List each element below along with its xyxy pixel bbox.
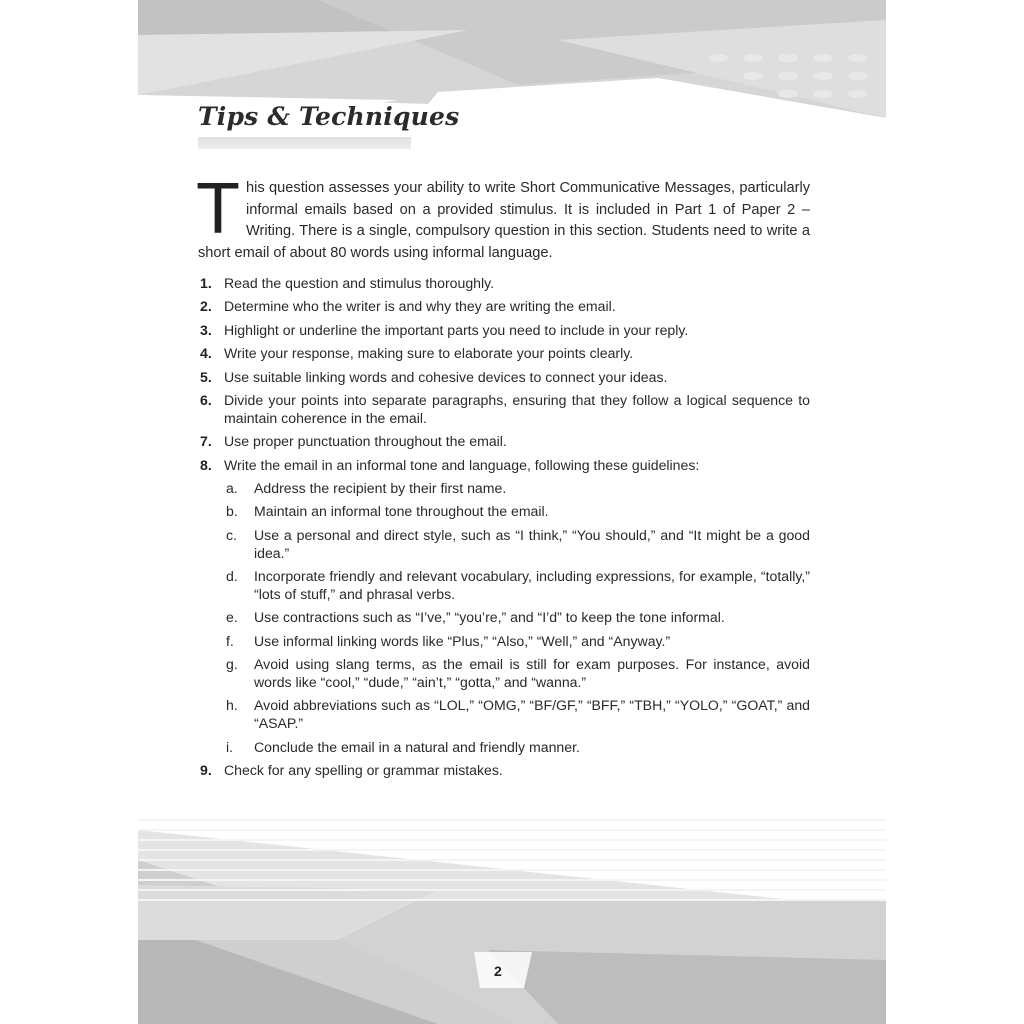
- item-number: 5.: [200, 368, 212, 385]
- list-item: [200, 368, 810, 386]
- sub-item-letter: c.: [226, 526, 237, 543]
- sub-item-letter: h.: [226, 697, 238, 714]
- intro-text: his question assesses your ability to write Short Communicative Messages, particularly informal emails based on a provided stimulus. It is included in Part 1 of Paper 2 – Writing. There is a single, compulsory question in this section. Students need to write a short email of about 80 words using informal language.: [198, 180, 810, 261]
- list-item: [200, 432, 810, 450]
- list-item: [200, 274, 810, 292]
- item-text: Write the email in an informal tone and language, following these guidelines:: [224, 456, 700, 473]
- sub-item-letter: i.: [226, 738, 234, 755]
- tips-list: [200, 274, 810, 785]
- drop-cap: T: [196, 169, 240, 249]
- sub-item-letter: g.: [226, 656, 238, 673]
- page-number: 2: [494, 963, 502, 979]
- sub-item-letter: e.: [226, 609, 238, 626]
- sub-list-item: [224, 608, 810, 626]
- document-page: [138, 0, 886, 1024]
- sub-item-letter: b.: [226, 503, 238, 520]
- list-item: [200, 344, 810, 362]
- item-text: Write your response, making sure to elaborate your points clearly.: [224, 345, 634, 362]
- item-text: Divide your points into separate paragraphs, ensuring that they follow a logical sequence to maintain coherence in the email.: [224, 391, 810, 426]
- item-text: Use suitable linking words and cohesive devices to connect your ideas.: [224, 368, 668, 385]
- item-number: 3.: [200, 321, 212, 338]
- list-item: [200, 761, 810, 779]
- item-number: 6.: [200, 391, 212, 408]
- sub-list-item: [224, 502, 810, 520]
- item-text: Determine who the writer is and why they are writing the email.: [224, 298, 616, 315]
- item-number: 4.: [200, 345, 212, 362]
- intro-paragraph: [196, 169, 810, 264]
- page-title: Tips & Techniques: [198, 102, 460, 131]
- item-number: 7.: [200, 433, 212, 450]
- item-number: 1.: [200, 275, 212, 291]
- sub-item-letter: f.: [226, 632, 234, 649]
- item-text: Read the question and stimulus thoroughly.: [224, 275, 495, 291]
- sub-item-text: Use contractions such as “I’ve,” “you’re,” and “I’d” to keep the tone informal.: [254, 609, 725, 626]
- item-text: Highlight or underline the important parts you need to include in your reply.: [224, 321, 689, 338]
- item-number: 9.: [200, 762, 212, 779]
- sub-item-text: Maintain an informal tone throughout the email.: [254, 503, 549, 520]
- item-body: [224, 456, 810, 756]
- sub-list-item: [224, 632, 810, 650]
- list-item: [200, 297, 810, 315]
- sub-item-letter: a.: [226, 479, 238, 496]
- sub-item-text: Address the recipient by their first name.: [254, 479, 507, 496]
- item-number: 2.: [200, 298, 212, 315]
- title-underline: [198, 137, 411, 149]
- sub-item-text: Avoid using slang terms, as the email is still for exam purposes. For instance, avoid words like “cool,” “dude,” “ain’t,” “gotta,” and “wanna.”: [254, 656, 810, 691]
- sub-list-item: [224, 567, 810, 603]
- sub-list-item: [224, 479, 810, 497]
- sub-item-text: Avoid abbreviations such as “LOL,” “OMG,” “BF/GF,” “BFF,” “TBH,” “YOLO,” “GOAT,” and “ASAP.”: [254, 697, 810, 732]
- sub-item-text: Incorporate friendly and relevant vocabulary, including expressions, for example, “totally,” “lots of stuff,” and phrasal verbs.: [254, 567, 810, 602]
- list-item: [200, 321, 810, 339]
- list-item: [200, 456, 810, 756]
- item-text: Use proper punctuation throughout the email.: [224, 433, 507, 450]
- sub-item-text: Conclude the email in a natural and friendly manner.: [254, 738, 580, 755]
- sub-list-item: [224, 655, 810, 691]
- sub-item-text: Use a personal and direct style, such as “I think,” “You should,” and “It might be a good idea.”: [254, 526, 810, 561]
- list-item: [200, 391, 810, 427]
- sub-list-item: [224, 526, 810, 562]
- sub-list-item: [224, 738, 810, 756]
- bottom-decoration: [138, 800, 886, 1024]
- item-number: 8.: [200, 456, 212, 473]
- sub-list-item: [224, 696, 810, 732]
- guidelines-list: [224, 479, 810, 756]
- sub-item-letter: d.: [226, 567, 238, 584]
- item-text: Check for any spelling or grammar mistakes.: [224, 762, 503, 779]
- sub-item-text: Use informal linking words like “Plus,” “Also,” “Well,” and “Anyway.”: [254, 632, 671, 649]
